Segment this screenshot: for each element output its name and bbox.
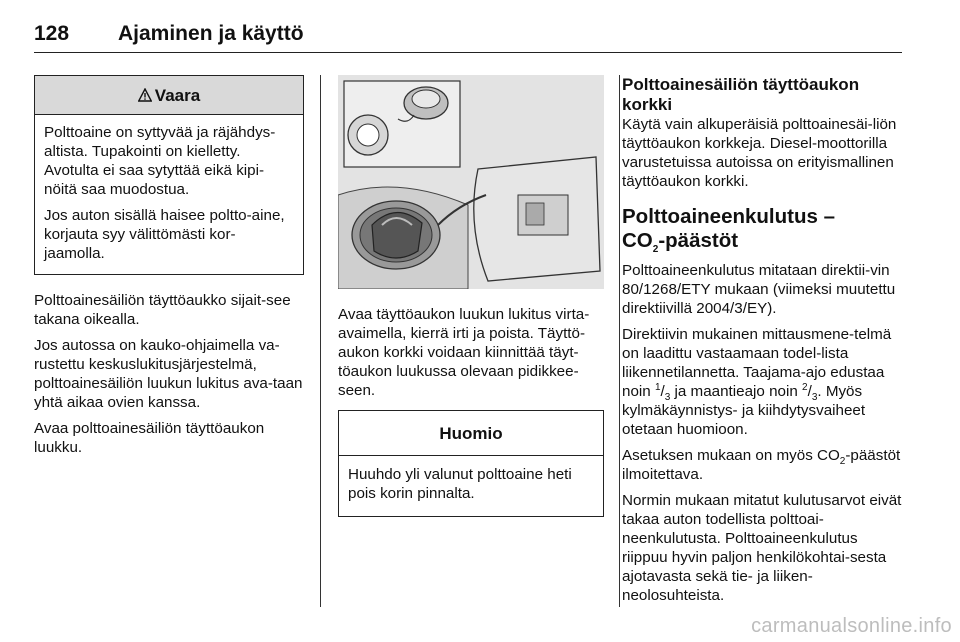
filler-opening [357, 124, 379, 146]
warning-text: Polttoaine on syttyvää ja räjähdys-altista. Tupakointi on kielletty. Avotulta ei saa sytyttää eikä kipi-nöitä saa muodostua. [44, 124, 276, 198]
body-paragraph: Normin mukaan mitatut kulutusarvot eivät takaa auton todellista polttoai-neenkulutusta. Polttoaineenkulutus riippuu hyvin paljon henkilökohtai-sesta ajotavasta sekä tie- ja liiken-neolosuhteista. [622, 492, 902, 604]
column-middle [338, 75, 604, 533]
page-number: 128 [34, 22, 70, 45]
note-text: Huuhdo yli valunut polttoaine heti pois korin pinnalta. [348, 466, 572, 502]
body-paragraph: Polttoaineenkulutus mitataan direktii-vin 80/1268/ETY mukaan (viimeksi muutettu direktiivillä 2004/3/EY). [622, 262, 896, 317]
section-heading-consumption: Polttoaineenkulutus – $CO_2$-päästöt [622, 205, 835, 256]
column-left [34, 75, 304, 464]
note-header: Huomio [339, 411, 603, 456]
body-paragraph: Käytä vain alkuperäisiä polttoainesäi-liön täyttöaukon korkkeja. Diesel-moottorilla varustetuissa autoissa on erityismallinen täyttöaukon korkki. [622, 116, 897, 190]
chapter-title: Ajaminen ja käyttö [118, 22, 304, 45]
body-paragraph: Direktiivin mukainen mittausmene-telmä on laadittu vastaamaan todel-lista liikennetilannetta. Taajama-ajo edustaa noin $^1/_3$ ja maantieajo noin $^2/_3$. Myös kylmäkäynnistys- ja kiihdytysvaiheet otetaan huomioon. [622, 326, 892, 438]
figure-caption: Avaa täyttöaukon luukun lukitus virta-avaimella, kierrä irti ja poista. Täyttö-aukon korkki voidaan kiinnittää täyt-töaukon luukussa olevaan pidikkee-seen. [338, 306, 590, 399]
watermark: carmanualsonline.info [751, 615, 952, 637]
body-paragraph: Jos autossa on kauko-ohjaimella va-rustettu keskuslukitusjärjestelmä, polttoainesäiliön luukun lukitus ava-taan yhtä aikaa ovien kanssa. [34, 337, 303, 411]
warning-triangle-icon [138, 88, 152, 102]
body-paragraph: Polttoainesäiliön täyttöaukko sijait-see takana oikealla. [34, 292, 291, 328]
column-divider [619, 75, 620, 607]
body-paragraph: Asetuksen mukaan on myös $CO_2$-päästöt ilmoitettava. [622, 447, 901, 483]
warning-box [34, 75, 304, 275]
fuel-cap-drawing [338, 75, 604, 289]
cap-top [412, 90, 440, 108]
warning-header [35, 76, 303, 115]
body-paragraph: Avaa polttoainesäiliön täyttöaukon luukku. [34, 420, 265, 456]
column-right [622, 75, 904, 612]
flap-holder [526, 203, 544, 225]
fuel-filler-illustration [338, 75, 604, 289]
section-heading-cap: Polttoainesäiliön täyttöaukon korkki [622, 75, 860, 114]
note-body [339, 456, 603, 516]
page-header [34, 8, 902, 53]
warning-text: Jos auton sisällä haisee poltto-aine, korjauta syy välittömästi kor-jaamolla. [44, 207, 285, 262]
fuel-cap [372, 212, 422, 258]
warning-body [35, 115, 303, 274]
note-box [338, 410, 604, 517]
column-divider [320, 75, 321, 607]
warning-title: Vaara [154, 86, 201, 105]
